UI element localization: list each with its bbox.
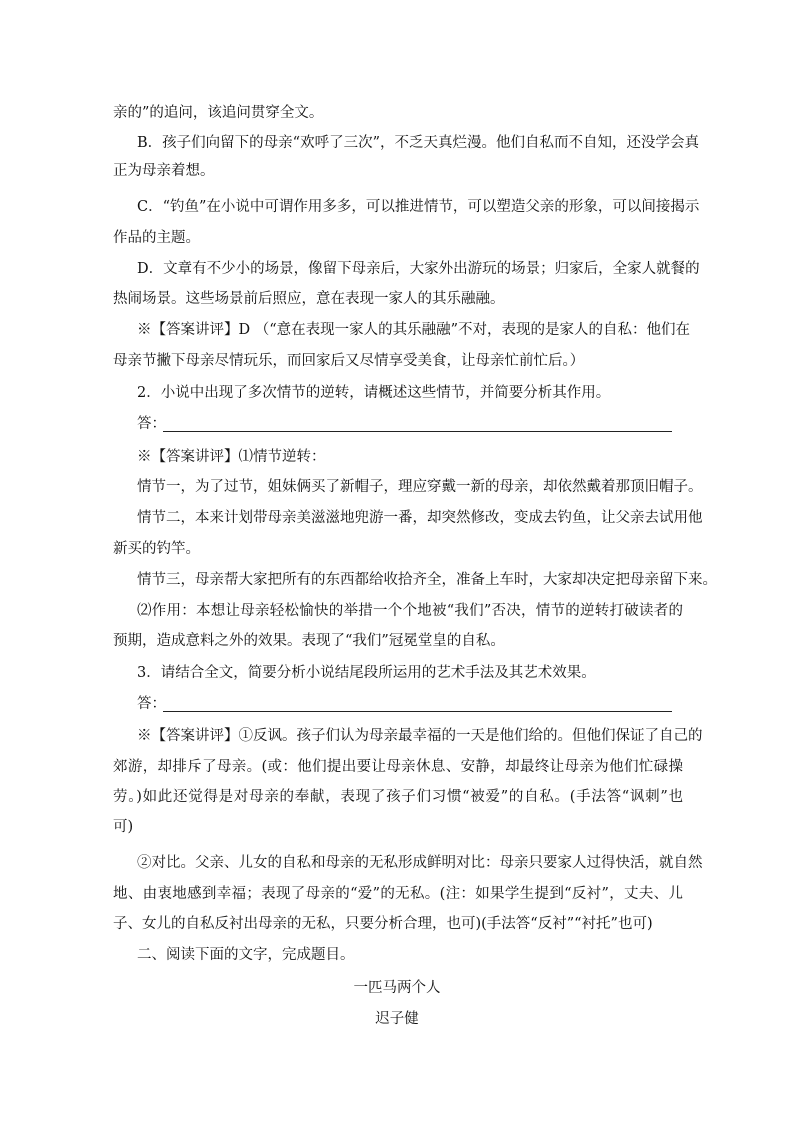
answer-label: 答： xyxy=(137,416,166,432)
answer-explanation-contrast: ②对比。父亲、儿女的自私和母亲的无私形成鲜明对比：母亲只要家人过得快活，就自然 xyxy=(137,855,703,871)
answer-blank-line xyxy=(163,711,672,712)
text-line: 新买的钓竿。 xyxy=(113,541,200,557)
function-analysis: ⑵作用：本想让母亲轻松愉快的举措一个个地被“我们”否决，情节的逆转打破读者的 xyxy=(137,603,683,619)
text-line: 郊游，却排斥了母亲。(或：他们提出要让母亲休息、安静，却最终让母亲为他们忙碌操 xyxy=(113,759,683,775)
answer-explanation-line: ※【答案讲评】D （“意在表现一家人的其乐融融”不对，表现的是家人的自私：他们在 xyxy=(137,322,691,338)
text-line: 可) xyxy=(113,819,134,835)
question-3: 3．请结合全文，简要分析小说结尾段所运用的艺术手法及其艺术效果。 xyxy=(137,665,596,681)
text-line: 子、女儿的自私反衬出母亲的无私，只要分析合理，也可)(手法答“反衬”“衬托”也可) xyxy=(113,916,653,932)
text-line: 正为母亲着想。 xyxy=(113,163,215,179)
plot-point-2: 情节二，本来计划带母亲美滋滋地兜游一番，却突然修改，变成去钓鱼，让父亲去试用他 xyxy=(137,510,703,526)
story-author: 迟子健 xyxy=(375,1011,419,1027)
option-c-line: C．“钓鱼”在小说中可谓作用多多，可以推进情节，可以塑造父亲的形象，可以间接揭示 xyxy=(137,199,700,215)
story-title: 一匹马两个人 xyxy=(353,980,441,996)
text-line: 预期，造成意料之外的效果。表现了“我们”冠冕堂皇的自私。 xyxy=(113,633,505,649)
text-line: 作品的主题。 xyxy=(113,230,200,246)
section-two-instruction: 二、阅读下面的文字，完成题目。 xyxy=(137,947,355,963)
text-line: 热闹场景。这些场景前后照应，意在表现一家人的其乐融融。 xyxy=(113,291,505,307)
plot-point-3: 情节三，母亲帮大家把所有的东西都给收拾齐全，准备上车时，大家却决定把母亲留下来。 xyxy=(137,572,717,588)
text-line: 劳。)如此还觉得是对母亲的奉献，表现了孩子们习惯“被爱”的自私。(手法答“讽刺”也 xyxy=(113,789,683,805)
answer-blank-line xyxy=(163,431,672,432)
text-line: 亲的”的追问，该追问贯穿全文。 xyxy=(113,105,324,121)
plot-point-1: 情节一，为了过节，姐妹俩买了新帽子，理应穿戴一新的母亲，却依然戴着那顶旧帽子。 xyxy=(137,479,703,495)
answer-explanation-heading: ※【答案讲评】⑴情节逆转： xyxy=(137,449,326,465)
option-d-line: D．文章有不少小的场景，像留下母亲后，大家外出游玩的场景；归家后，全家人就餐的 xyxy=(137,261,700,277)
text-line: 母亲节撇下母亲尽情玩乐，而回家后又尽情享受美食，让母亲忙前忙后。） xyxy=(113,353,585,369)
option-b-line: B．孩子们向留下的母亲“欢呼了三次”，不乏天真烂漫。他们自私而不自知，还没学会真 xyxy=(137,135,699,151)
answer-explanation-irony: ※【答案讲评】①反讽。孩子们认为母亲最幸福的一天是他们给的。但他们保证了自己的 xyxy=(137,728,703,744)
text-line: 地、由衷地感到幸福；表现了母亲的“爱”的无私。(注：如果学生提到“反衬”，丈夫、儿 xyxy=(113,886,683,902)
answer-label: 答： xyxy=(137,696,166,712)
question-2: 2．小说中出现了多次情节的逆转，请概述这些情节，并简要分析其作用。 xyxy=(137,385,611,401)
